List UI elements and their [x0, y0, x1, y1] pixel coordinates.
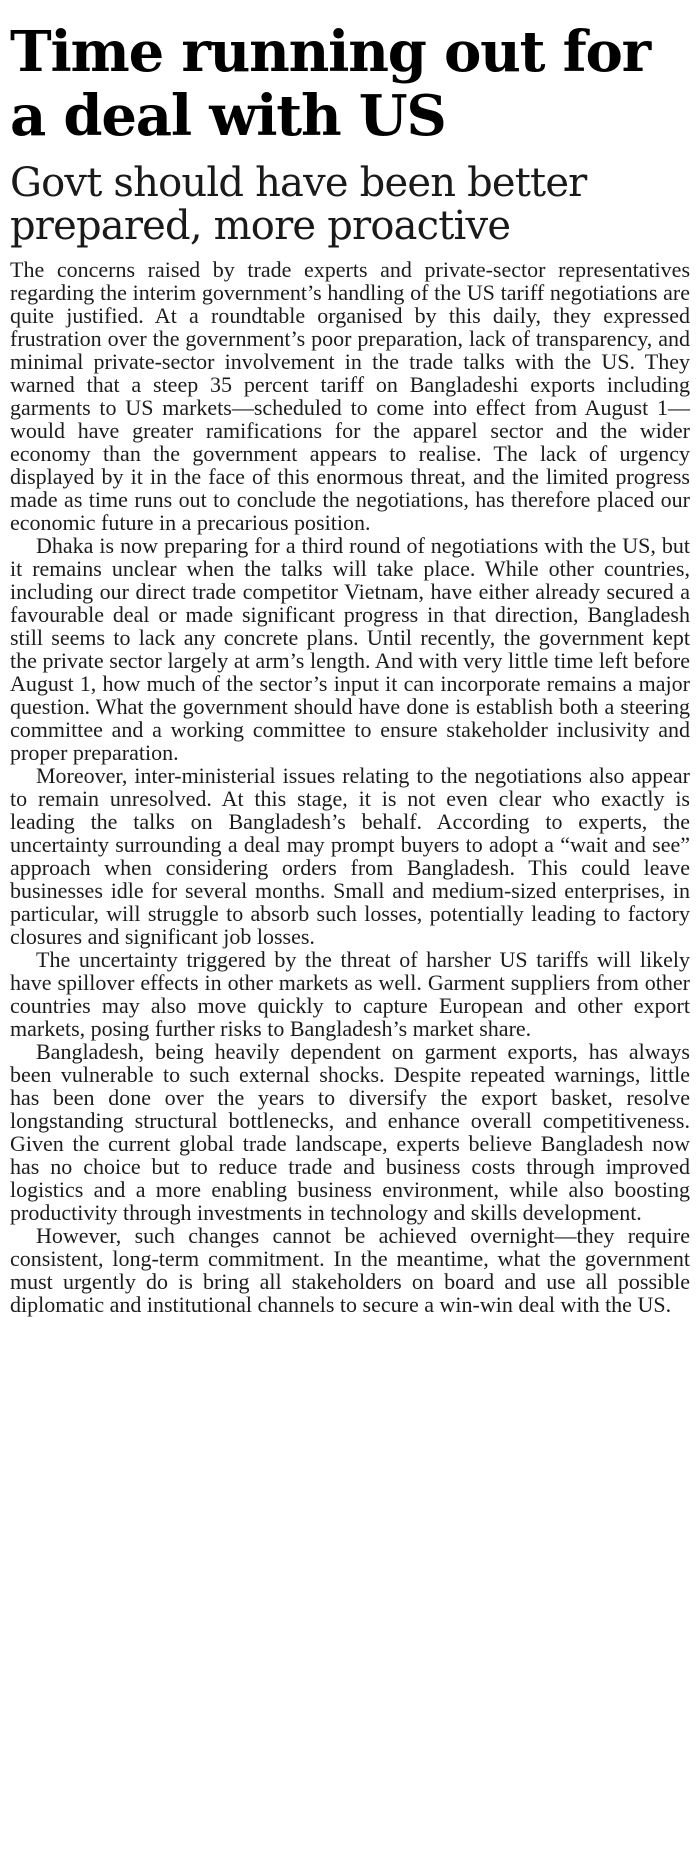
paragraph-2: Dhaka is now preparing for a third round of negotiations with the US, but it remains unclear when the talks will take place. While other countries, including our direct trade competitor Vietnam, have either already secured a favourable deal or made significant progress in that direction, Bangladesh still seems to lack any concrete plans. Until recently, the government kept the private sector largely at arm’s length. And with very little time left before August 1, how much of the sector’s input it can incorporate remains a major question. What the government should have done is establish both a steering committee and a working committee to ensure stakeholder inclusivity and proper preparation.	[10, 533, 690, 765]
editorial-article	[10, 20, 690, 1316]
paragraph-4: The uncertainty triggered by the threat of harsher US tariffs will likely have spillover effects in other markets as well. Garment suppliers from other countries may also move quickly to capture European and other export markets, posing further risks to Bangladesh’s market share.	[10, 947, 690, 1041]
article-body	[10, 258, 690, 1316]
paragraph-5: Bangladesh, being heavily dependent on garment exports, has always been vulnerable to such external shocks. Despite repeated warnings, little has been done over the years to diversify the export basket, resolve longstanding structural bottlenecks, and enhance overall competitiveness. Given the current global trade landscape, experts believe Bangladesh now has no choice but to reduce trade and business costs through improved logistics and a more enabling business environment, while also boosting productivity through investments in technology and skills development.	[10, 1039, 690, 1225]
paragraph-6: However, such changes cannot be achieved overnight—they require consistent, long-term commitment. In the meantime, what the government must urgently do is bring all stakeholders on board and use all possible diplomatic and institutional channels to secure a win-win deal with the US.	[10, 1223, 690, 1317]
paragraph-3: Moreover, inter-ministerial issues relating to the negotiations also appear to remain unresolved. At this stage, it is not even clear who exactly is leading the talks on Bangladesh’s behalf. According to experts, the uncertainty surrounding a deal may prompt buyers to adopt a “wait and see” approach when considering orders from Bangladesh. This could leave businesses idle for several months. Small and medium-sized enterprises, in particular, will struggle to absorb such losses, potentially leading to factory closures and significant job losses.	[10, 763, 690, 949]
subheadline: Govt should have been better prepared, more proactive	[10, 160, 587, 249]
headline: Time running out for a deal with US	[10, 19, 650, 149]
paragraph-1: The concerns raised by trade experts and private-sector representatives regarding the interim government’s handling of the US tariff negotiations are quite justified. At a roundtable organised by this daily, they expressed frustration over the government’s poor preparation, lack of transparency, and minimal private-sector involvement in the trade talks with the US. They warned that a steep 35 percent tariff on Bangladeshi exports including garments to US markets—scheduled to come into effect from August 1—would have greater ramifications for the apparel sector and the wider economy than the government appears to realise. The lack of urgency displayed by it in the face of this enormous threat, and the limited progress made as time runs out to conclude the negotiations, has therefore placed our economic future in a precarious position.	[10, 257, 690, 535]
